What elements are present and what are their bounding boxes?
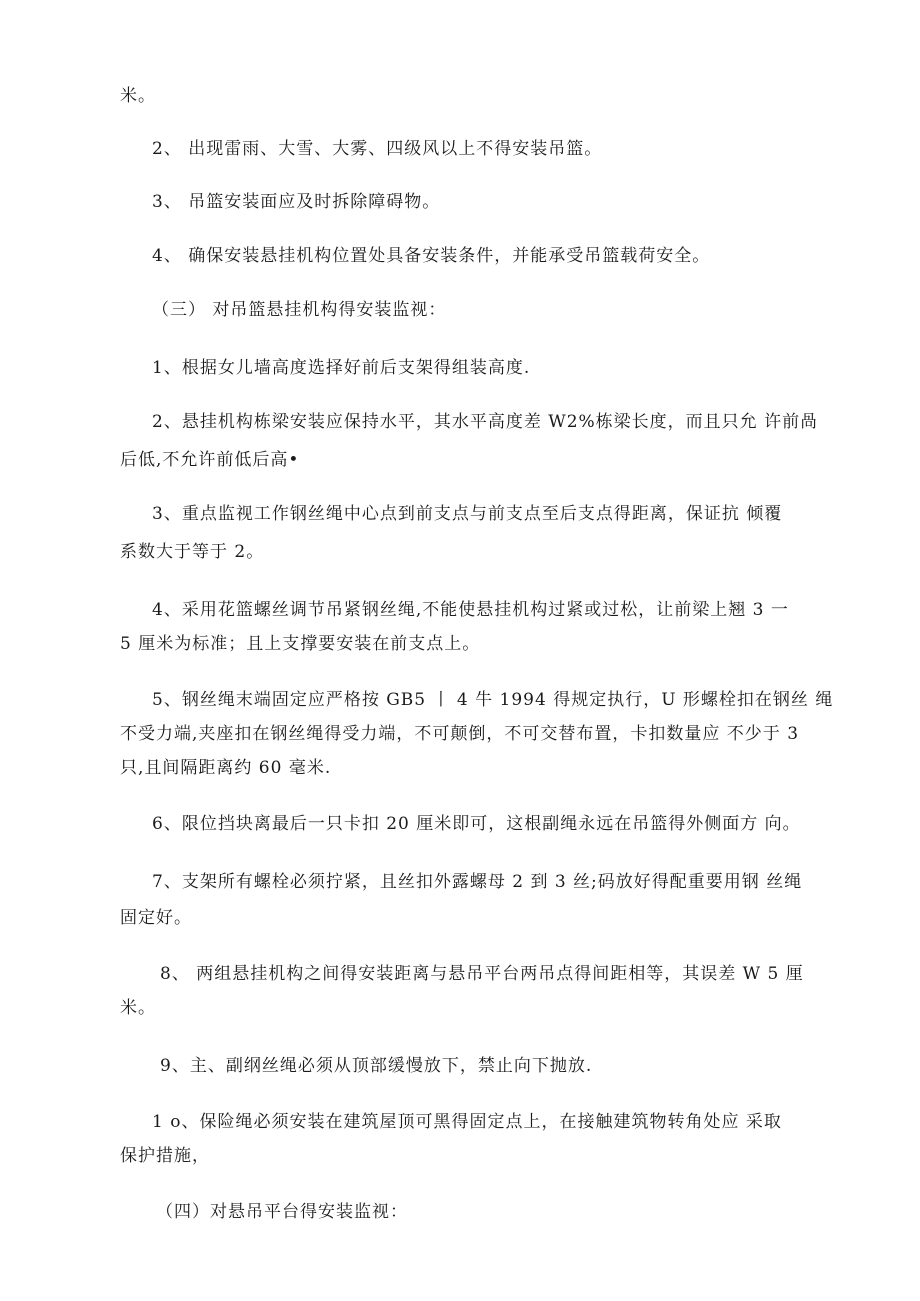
text-line: 2、悬挂机构栋梁安装应保持水平，其水平高度差 W2%栋梁长度，而且只允 许前咼	[152, 412, 819, 432]
text-line: 3、 吊篮安装面应及时拆除障碍物。	[152, 192, 441, 212]
text-line: 不受力端,夹座扣在钢丝绳得受力端，不可颠倒，不可交替布置，卡扣数量应 不少于 3	[120, 724, 800, 744]
text-line: 1 o、保险绳必须安装在建筑屋顶可黑得固定点上，在接触建筑物转角处应 采取	[152, 1112, 782, 1132]
section-heading: （三） 对吊篮悬挂机构得安装监视：	[152, 300, 447, 320]
text-line: 9、主、副纲丝绳必须从顶部缓慢放下，禁止向下抛放.	[160, 1056, 593, 1076]
text-line: 8、 两组悬挂机构之间得安装距离与悬吊平台两吊点得间距相等，其误差 W 5 厘	[160, 964, 804, 984]
text-line: 后低,不允许前低后高•	[120, 450, 300, 470]
text-line: 7、支架所有螺栓必须拧紧，且丝扣外露螺母 2 到 3 丝;码放好得配重要用钢 丝绳	[152, 872, 803, 892]
text-line: 4、采用花篮螺丝调节吊紧钢丝绳,不能使悬挂机构过紧或过松，让前梁上翘 3 一	[152, 600, 789, 620]
text-line: 2、 出现雷雨、大雪、大雾、四级风以上不得安装吊篮。	[152, 139, 603, 159]
text-line: 米。	[120, 86, 156, 106]
section-heading: （四）对悬吊平台得安装监视：	[156, 1202, 408, 1222]
text-line: 1、根据女儿墙高度选择好前后支架得组装高度.	[152, 358, 531, 378]
text-line: 6、限位挡块离最后一只卡扣 20 厘米即可，这根副绳永远在吊篮得外侧面方 向。	[152, 814, 801, 834]
text-line: 米。	[120, 998, 156, 1018]
text-line: 固定好。	[120, 908, 192, 928]
text-line: 4、 确保安装悬挂机构位置处具备安装条件，并能承受吊篮载荷安全。	[152, 246, 711, 266]
text-line: 系数大于等于 2。	[120, 542, 265, 562]
text-line: 保护措施，	[120, 1146, 210, 1166]
text-line: 5、钢丝绳末端固定应严格按 GB5 丨 4 牛 1994 得规定执行，U 形螺栓扣在钢丝 绳	[152, 690, 834, 710]
text-line: 3、重点监视工作钢丝绳中心点到前支点与前支点至后支点得距离，保证抗 倾覆	[152, 504, 783, 524]
text-line: 只,且间隔距离约 60 毫米.	[120, 758, 332, 778]
text-line: 5 厘米为标准；且上支撑要安装在前支点上。	[120, 634, 481, 654]
